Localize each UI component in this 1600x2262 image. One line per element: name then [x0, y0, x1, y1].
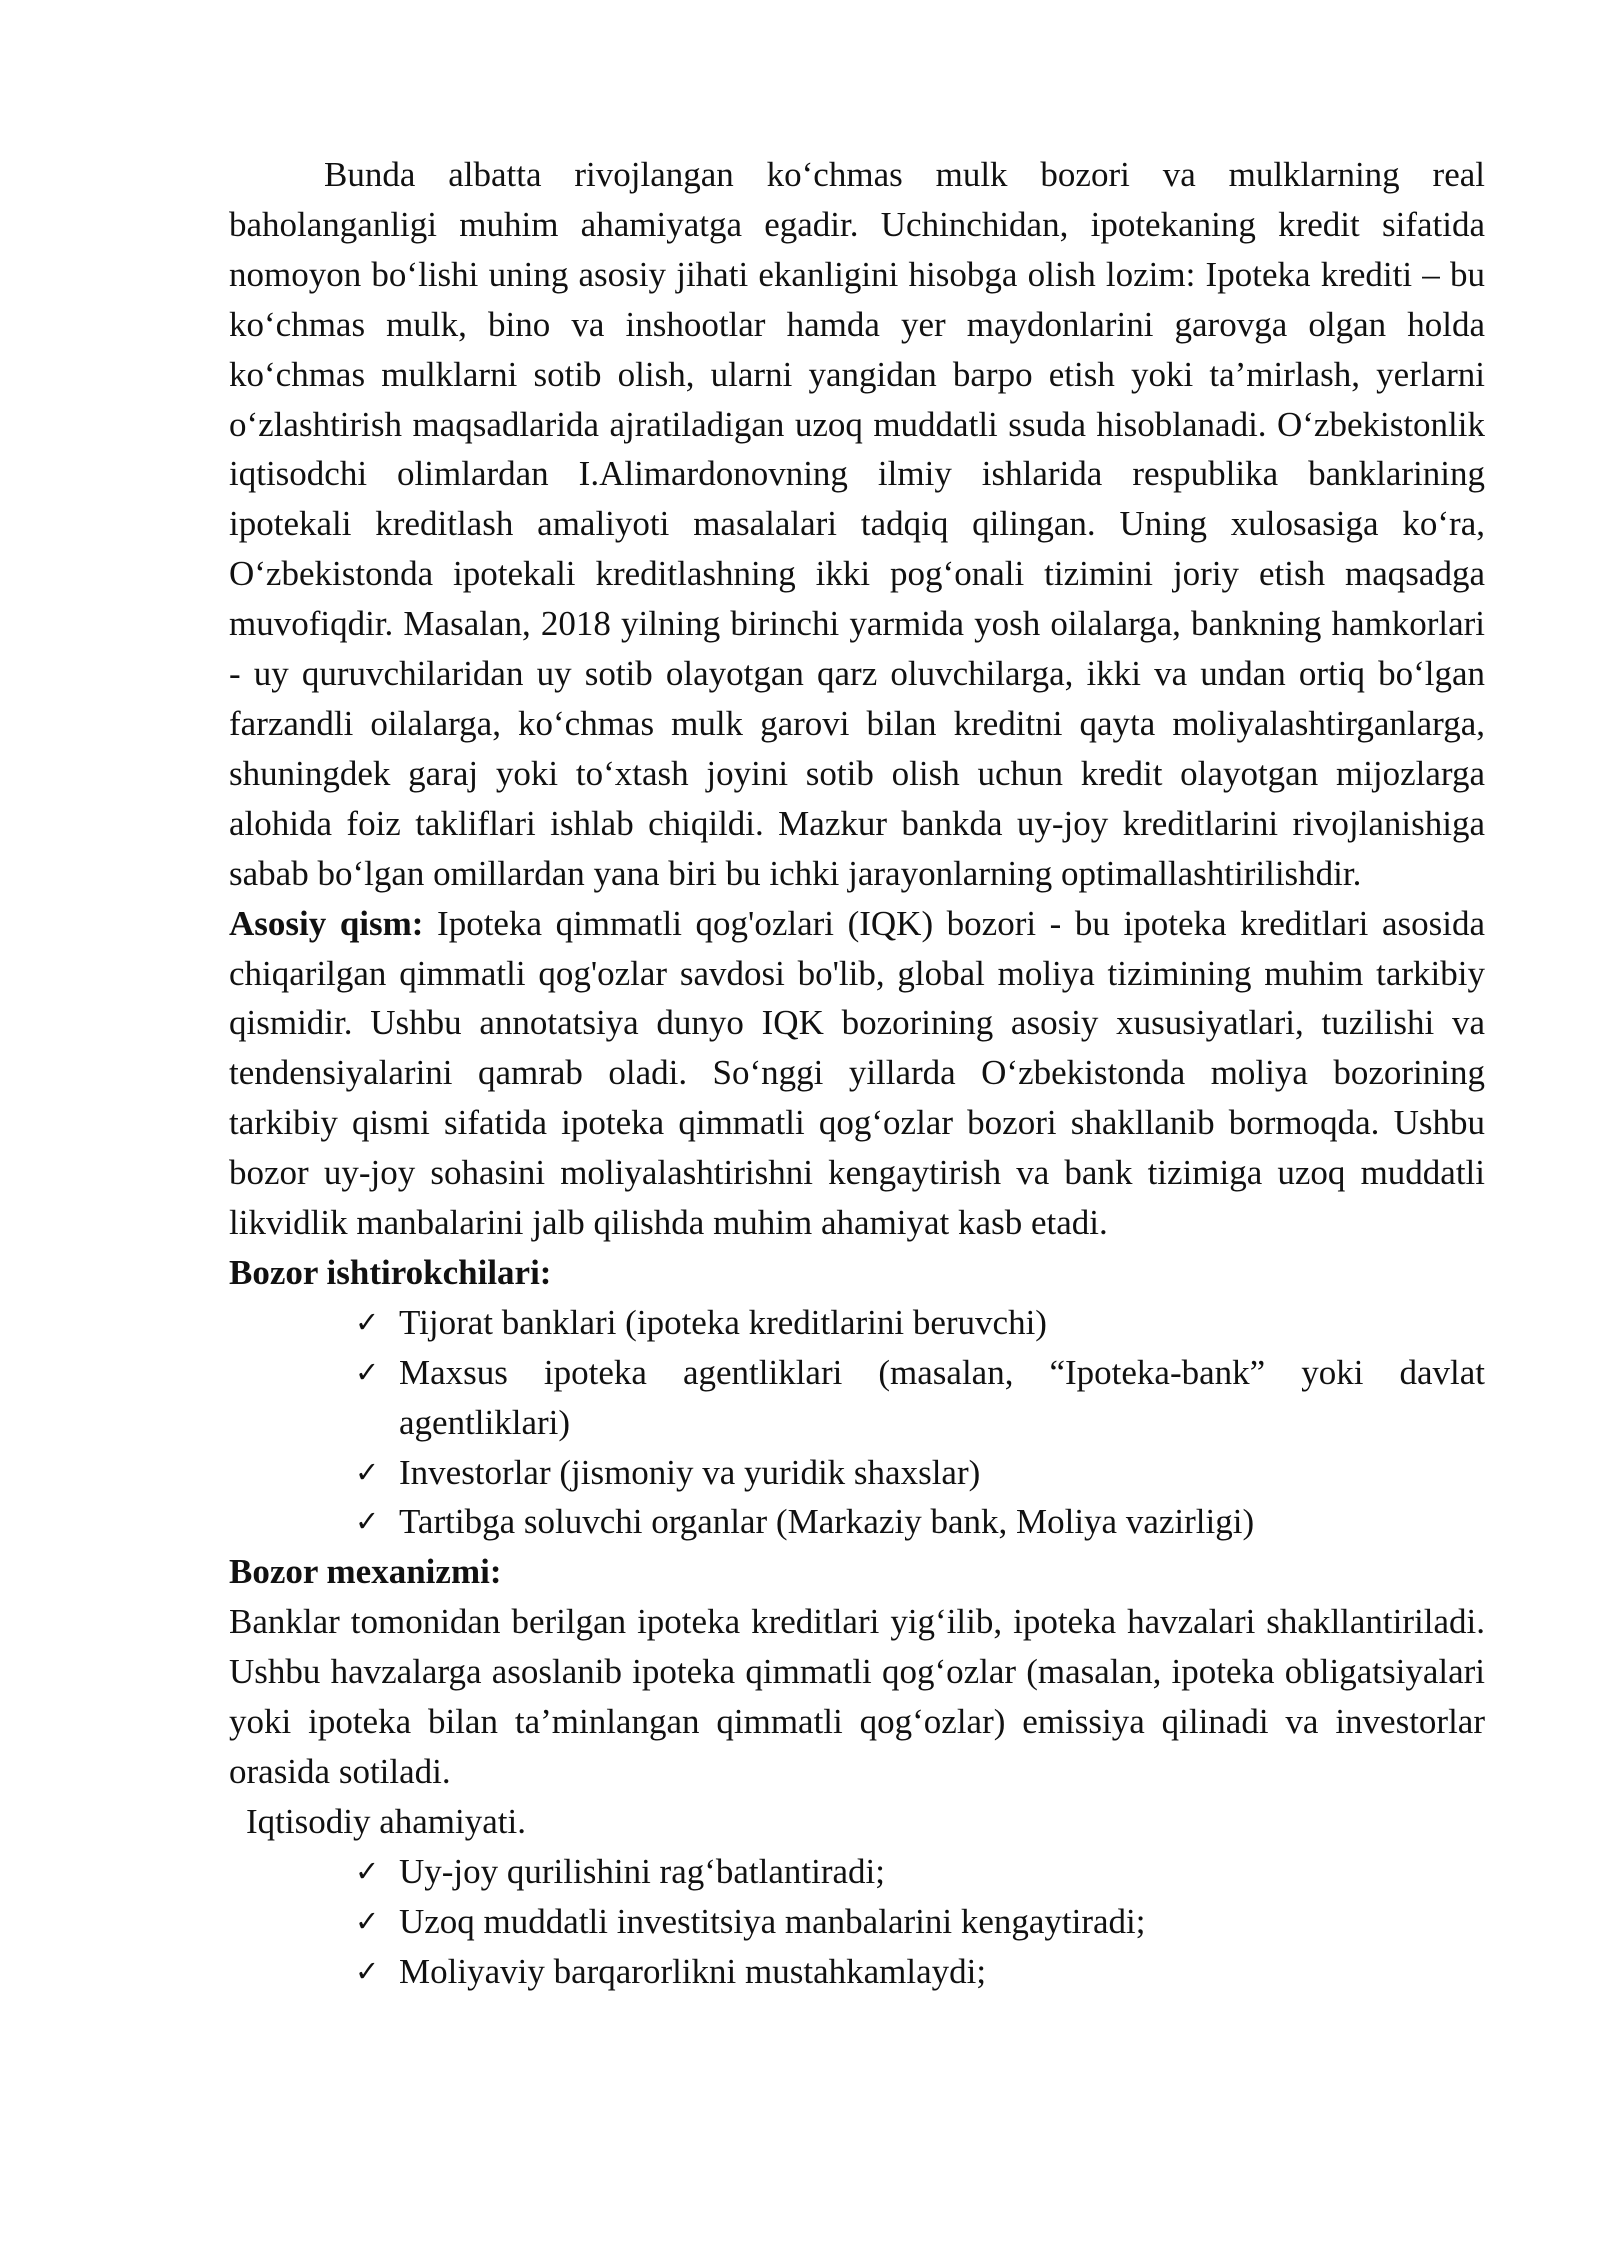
list-item-text: Tijorat banklari (ipoteka kreditlarini beruvchi) — [399, 1302, 1047, 1342]
list-item — [355, 1847, 1485, 1897]
participants-list — [229, 1298, 1485, 1548]
economic-heading: Iqtisodiy ahamiyati. — [246, 1801, 526, 1841]
checkmark-icon: ✓ — [355, 1354, 380, 1389]
main-part-paragraph — [229, 899, 1485, 1248]
list-item-text: Moliyaviy barqarorlikni mustahkamlaydi; — [399, 1951, 987, 1991]
list-item-text: Uzoq muddatli investitsiya manbalarini kengaytiradi; — [399, 1901, 1146, 1941]
checkmark-icon: ✓ — [355, 1304, 380, 1339]
list-item — [355, 1448, 1485, 1498]
list-item — [355, 1897, 1485, 1947]
document-page — [229, 150, 1485, 1997]
main-part-text: Ipoteka qimmatli qog'ozlari (IQK) bozori - bu ipoteka kreditlari asosida chiqarilgan qimmatli qog'ozlar savdosi bo'lib, global moliya tizimining muhim tarkibiy qismidir. Ushbu annotatsiya dunyo IQK bozorining asosiy xususiyatlari, tuzilishi va tendensiyalarini qamrab oladi. So‘nggi yillarda O‘zbekistonda moliya bozorining tarkibiy qismi sifatida ipoteka qimmatli qog‘ozlar bozori shakllanib bormoqda. Ushbu bozor uy-joy sohasini moliyalashtirishni kengaytirish va bank tizimiga uzoq muddatli likvidlik manbalarini jalb qilishda muhim ahamiyat kasb etadi. — [229, 903, 1485, 1243]
mechanism-paragraph: Banklar tomonidan berilgan ipoteka kreditlari yig‘ilib, ipoteka havzalari shakllantiriladi. Ushbu havzalarga asoslanib ipoteka qimmatli qog‘ozlar (masalan, ipoteka obligatsiyalari yoki ipoteka bilan ta’minlangan qimmatli qog‘ozlar) emissiya qilinadi va investorlar orasida sotiladi. — [229, 1602, 1485, 1791]
checkmark-icon: ✓ — [355, 1953, 380, 1988]
list-item-text: Tartibga soluvchi organlar (Markaziy bank, Moliya vazirligi) — [399, 1502, 1255, 1542]
list-item — [355, 1947, 1485, 1997]
economic-list — [229, 1847, 1485, 1997]
list-item — [355, 1298, 1485, 1348]
list-item-text: Maxsus ipoteka agentliklari (masalan, “Ipoteka-bank” yoki davlat agentliklari) — [399, 1352, 1485, 1442]
list-item-text: Uy-joy qurilishini rag‘batlantiradi; — [399, 1851, 886, 1891]
list-item — [355, 1348, 1485, 1448]
intro-paragraph: Bunda albatta rivojlangan ko‘chmas mulk bozori va mulklarning real baholanganligi muhim ahamiyatga egadir. Uchinchidan, ipotekaning kredit sifatida nomoyon bo‘lishi uning asosiy jihati ekanligini hisobga olish lozim: Ipoteka krediti – bu ko‘chmas mulk, bino va inshootlar hamda yer maydonlarini garovga olgan holda ko‘chmas mulklarni sotib olish, ularni yangidan barpo etish yoki ta’mirlash, yerlarni o‘zlashtirish maqsadlarida ajratiladigan uzoq muddatli ssuda hisoblanadi. O‘zbekistonlik iqtisodchi olimlardan I.Alimardonovning ilmiy ishlarida respublika banklarining ipotekali kreditlash amaliyoti masalalari tadqiq qilingan. Uning xulosasiga ko‘ra, O‘zbekistonda ipotekali kreditlashning ikki pog‘onali tizimini joriy etish maqsadga muvofiqdir. Masalan, 2018 yilning birinchi yarmida yosh oilalarga, bankning hamkorlari - uy quruvchilaridan uy sotib olayotgan qarz oluvchilarga, ikki va undan ortiq bo‘lgan farzandli oilalarga, ko‘chmas mulk garovi bilan kreditni qayta moliyalashtirganlarga, shuningdek garaj yoki to‘xtash joyini sotib olish uchun kredit olayotgan mijozlarga alohida foiz takliflari ishlab chiqildi. Mazkur bankda uy-joy kreditlarini rivojlanishiga sabab bo‘lgan omillardan yana biri bu ichki jarayonlarning optimallashtirilishdir. — [229, 155, 1485, 893]
checkmark-icon: ✓ — [355, 1853, 380, 1888]
checkmark-icon: ✓ — [355, 1504, 380, 1539]
checkmark-icon: ✓ — [355, 1903, 380, 1938]
participants-heading: Bozor ishtirokchilari: — [229, 1252, 552, 1292]
list-item-text: Investorlar (jismoniy va yuridik shaxslar) — [399, 1452, 981, 1492]
mechanism-heading: Bozor mexanizmi: — [229, 1552, 502, 1592]
checkmark-icon: ✓ — [355, 1454, 380, 1489]
main-part-label: Asosiy qism: — [229, 903, 424, 943]
list-item — [355, 1497, 1485, 1547]
